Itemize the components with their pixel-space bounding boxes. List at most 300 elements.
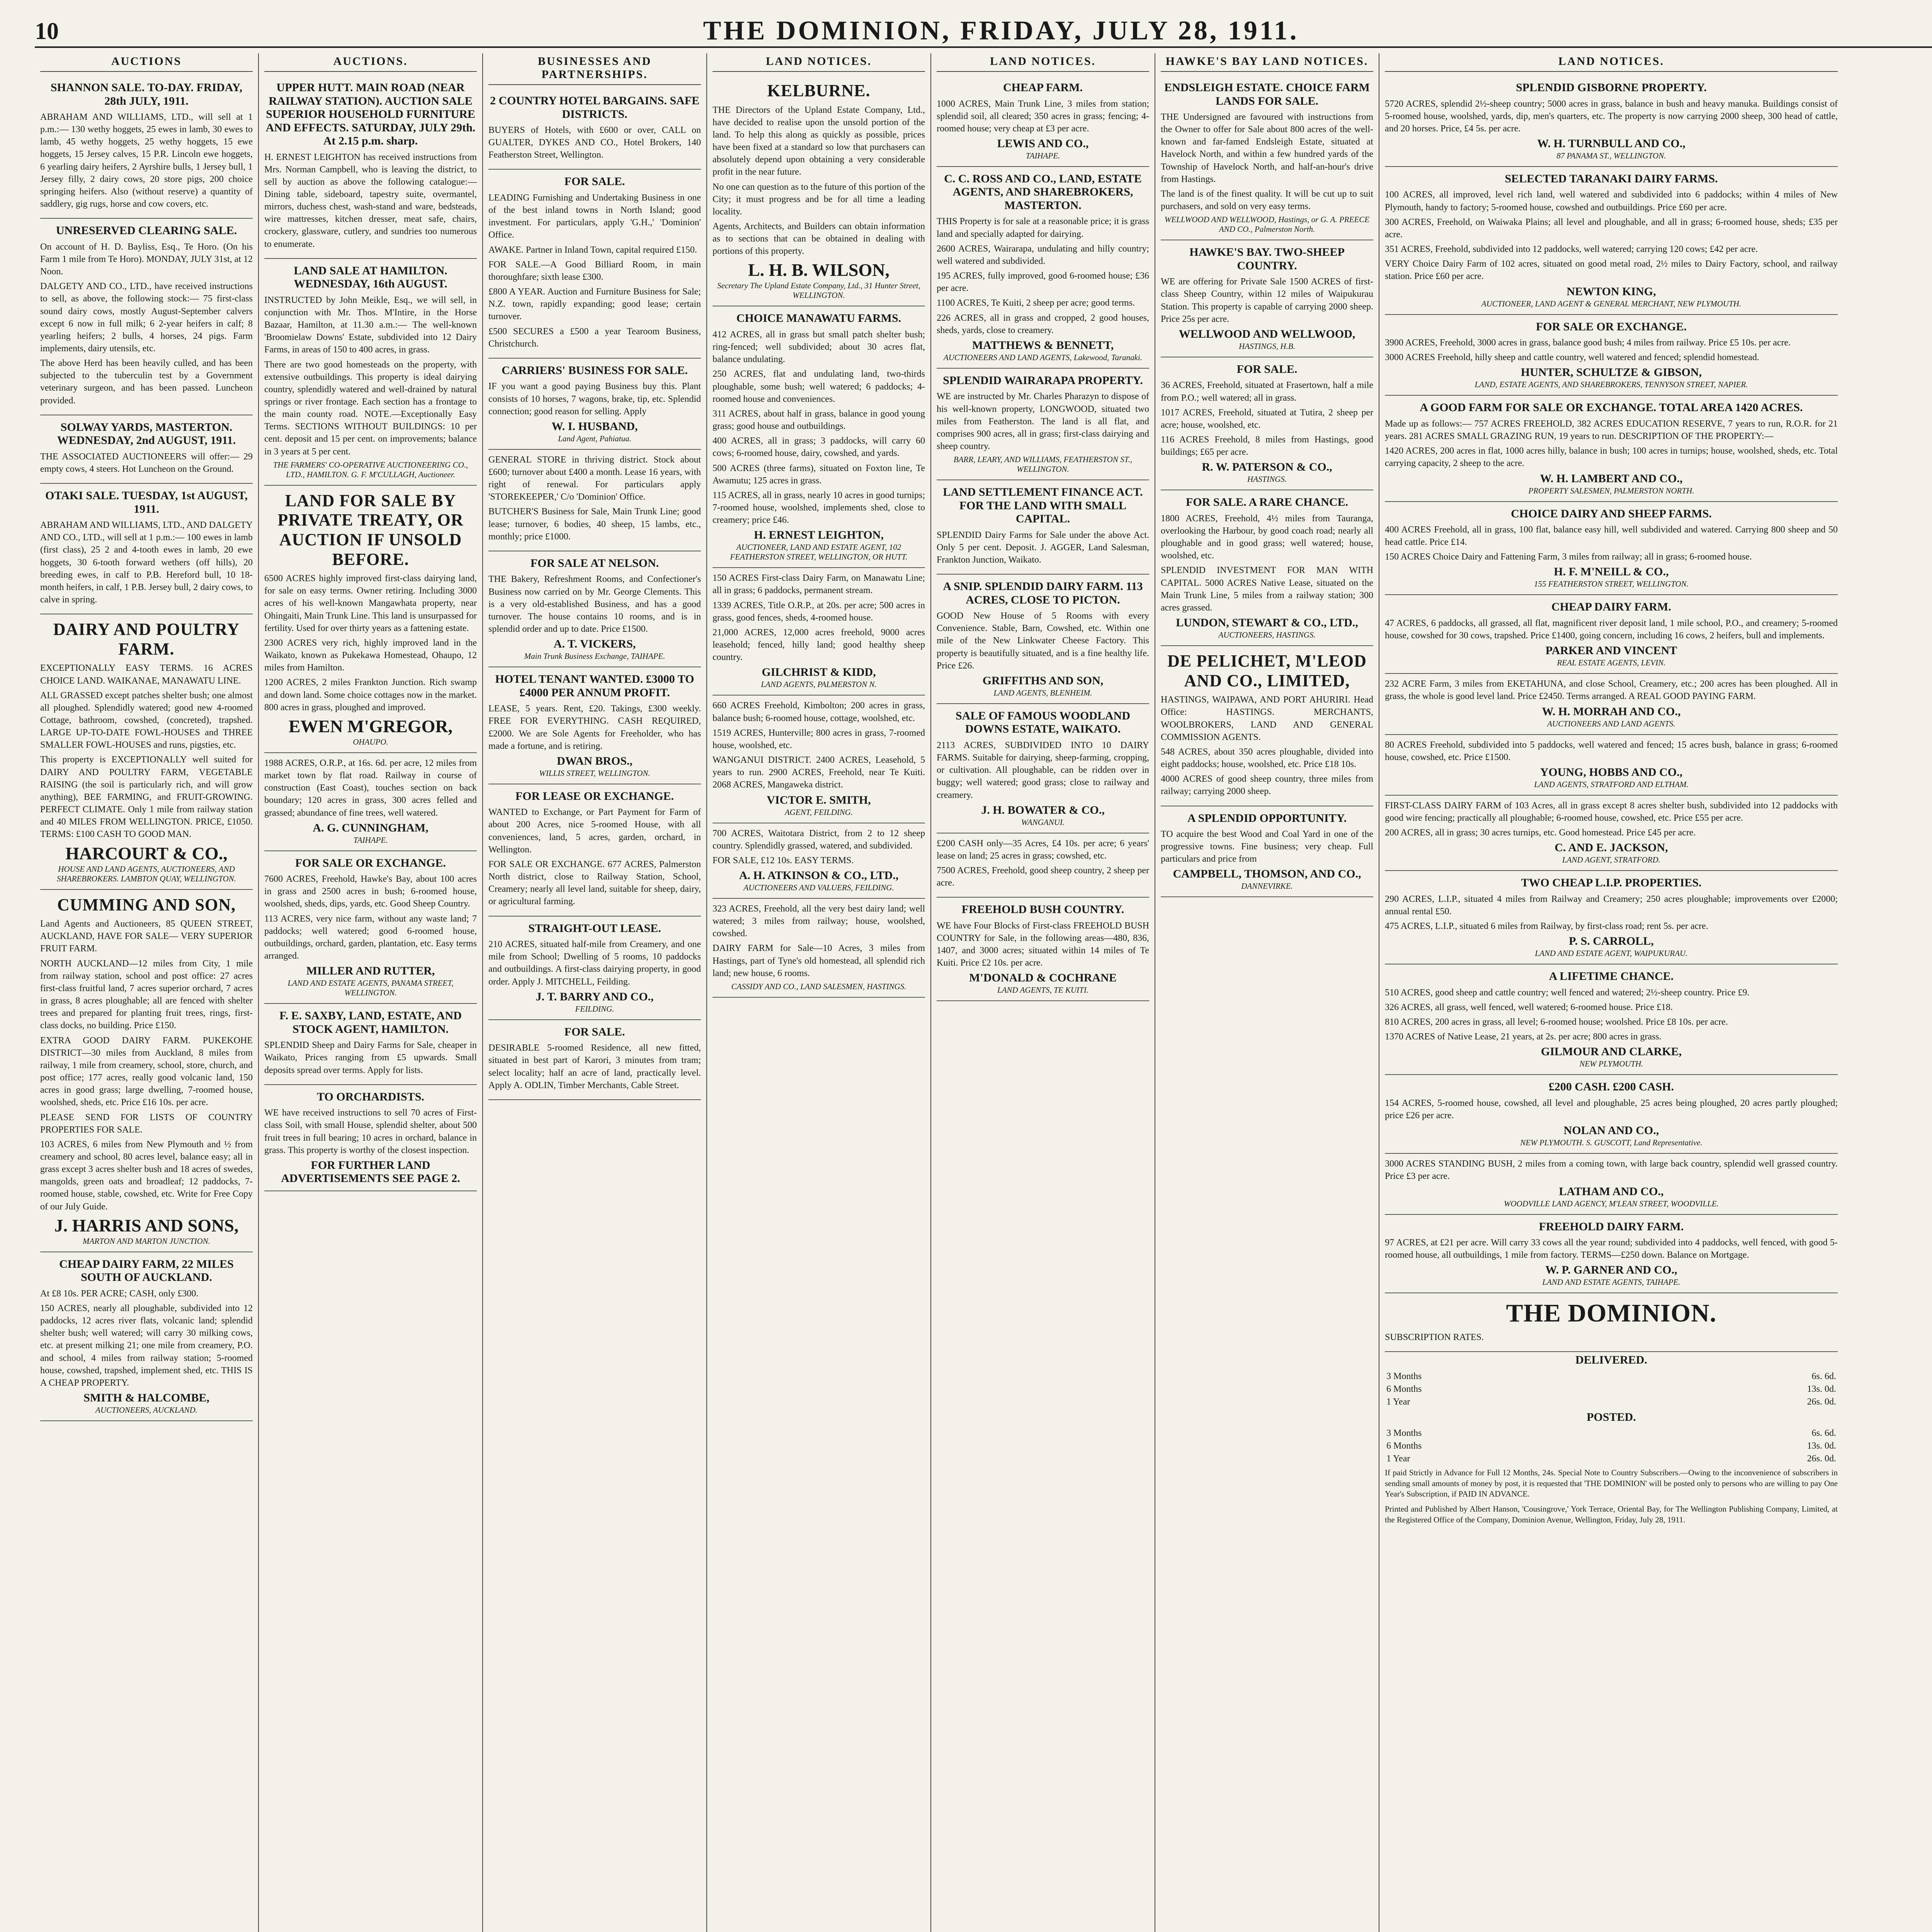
ad-body: BUYERS of Hotels, with £600 or over, CALL on GUALTER, DYKES AND CO., Hotel Brokers, 140 Featherston Street, Wellington. <box>488 125 701 160</box>
ad-body: 548 ACRES, about 350 acres ploughable, divided into eight paddocks; house, woolshed, etc. Price £18 10s. <box>1161 747 1373 770</box>
advertisement <box>937 369 1149 480</box>
ad-body: 100 ACRES, all improved, level rich land, well watered and subdivided into 6 paddocks; within 4 miles of New Plymouth, handy to factory; 5-roomed house, cowshed and outbuildings. Price £60 per acre. <box>1385 190 1838 213</box>
advertisement <box>488 1020 701 1100</box>
printer-imprint: Printed and Published by Albert Hanson, 'Cousingrove,' York Terrace, Oriental Bay, for The Wellington Publishing Company, Limited, at the Registered Office of the Company, Dominion Avenue, Wellington, Friday, July 28, 1911. <box>1385 1504 1838 1524</box>
ad-title: SELECTED TARANAKI DAIRY FARMS. <box>1505 172 1718 185</box>
ad-body: Land Agents and Auctioneers, 85 QUEEN STREET, AUCKLAND, HAVE FOR SALE— VERY SUPERIOR FRUIT FARM. <box>40 919 253 954</box>
ad-address: LAND AGENTS, STRATFORD AND ELTHAM. <box>1534 779 1689 789</box>
ad-body: 351 ACRES, Freehold, subdivided into 12 paddocks, well watered; carrying 120 cows; £42 per acre. <box>1385 244 1758 255</box>
ad-body: The above Herd has been heavily culled, and has been subjected to the tuberculin test by a Government veterinary surgeon, and has been passed. Luncheon provided. <box>40 358 253 406</box>
ad-address: 155 FEATHERSTON STREET, WELLINGTON. <box>1534 579 1689 589</box>
subscription-posted-heading: POSTED. <box>1587 1410 1636 1423</box>
advertisement <box>264 259 477 486</box>
ad-body: 7600 ACRES, Freehold, Hawke's Bay, about 100 acres in grass and 2500 acres in bush; 6-roomed house, woolshed, sheds, dips, yards, etc. Good Sheep Country. <box>264 874 477 909</box>
ad-body: 510 ACRES, good sheep and cattle country; well fenced and watered; 2½-sheep country. Price £9. <box>1385 987 1750 998</box>
ad-body: 475 ACRES, L.I.P., situated 6 miles from Railway, by first-class road; rent 5s. per acre. <box>1385 921 1708 932</box>
ad-title: CHOICE MANAWATU FARMS. <box>736 312 901 325</box>
rate-row <box>1385 1370 1838 1383</box>
advertisement <box>488 450 701 551</box>
ad-title: FOR LEASE OR EXCHANGE. <box>515 789 674 803</box>
advertisement <box>1161 806 1373 898</box>
rate-price: 6s. 6d. <box>1811 1371 1836 1381</box>
advertisement <box>264 1004 477 1085</box>
advertisement <box>40 890 253 1252</box>
ad-address: LAND AND ESTATE AGENT, WAIPUKURAU. <box>1535 949 1688 958</box>
advertisement <box>264 851 477 1004</box>
ad-address: BARR, LEARY, AND WILLIAMS, FEATHERSTON ST., WELLINGTON. <box>953 455 1133 474</box>
ad-advertiser: YOUNG, HOBBS AND CO., <box>1540 765 1683 779</box>
ad-body: SUBSCRIPTION RATES. <box>1385 1332 1484 1343</box>
ad-title: FOR SALE OR EXCHANGE. <box>295 856 446 869</box>
ad-advertiser: GRIFFITHS AND SON, <box>982 674 1104 687</box>
ad-body: FOR SALE OR EXCHANGE. 677 ACRES, Palmerston North district, close to Railway Station, School, Creamery; nearly all level land, suitable for sheep, dairy, or agricultural farming. <box>488 859 701 907</box>
rate-row <box>1385 1452 1838 1465</box>
ad-advertiser: PARKER AND VINCENT <box>1545 644 1677 657</box>
ad-body: £800 A YEAR. Auction and Furniture Business for Sale; N.Z. town, rapidly expanding; good lease; certain turnover. <box>488 287 701 322</box>
rate-price: 26s. 0d. <box>1807 1396 1836 1407</box>
ad-body: SPLENDID Sheep and Dairy Farms for Sale, cheaper in Waikato, Prices ranging from £5 upwards. Small deposits spread over terms. Apply for lists. <box>264 1040 477 1075</box>
ad-title: CHOICE DAIRY AND SHEEP FARMS. <box>1511 507 1712 520</box>
ad-body: 1420 ACRES, 200 acres in flat, 1000 acres hilly, balance in bush; 100 acres in turnips; house, woolshed, sheds, etc. Total carrying capacity, 2 sheep to the acre. <box>1385 446 1838 469</box>
ad-title: £200 CASH. £200 CASH. <box>1548 1080 1674 1094</box>
masthead <box>35 15 1932 48</box>
ad-body: 7500 ACRES, Freehold, good sheep country, 2 sheep per acre. <box>937 866 1149 888</box>
ad-address: AUCTIONEERS AND LAND AGENTS. <box>1547 719 1675 728</box>
column-7 <box>1379 53 1843 1932</box>
advertisement <box>488 89 701 170</box>
ad-title: CHEAP FARM. <box>1003 81 1083 94</box>
ad-body: 5720 ACRES, splendid 2½-sheep country; 5000 acres in grass, balance in bush and heavy manuka. Buildings consist of 5-roomed house, woolshed, yards, dip, men's quarters, etc. The property is now carrying 2000 sheep, 300 head of cattle, and 20 horses. Price, £4 5s. per acre. <box>1385 99 1838 134</box>
advertisement <box>937 833 1149 898</box>
ad-body: NORTH AUCKLAND—12 miles from City, 1 mile from railway station, school and post office: 27 acres first-class fruitful land, 7 acres superior orchard, 7 acres in grass, 8 acres ploughable; all are fenced with shelter trees and prepared for planting fruit trees, rings, first-class docks, no building. Price £150. <box>40 958 253 1031</box>
advertisement <box>937 167 1149 369</box>
ad-address: HASTINGS, H.B. <box>1239 341 1295 351</box>
ad-body: 226 ACRES, all in grass and cropped, 2 good houses, sheds, yards, close to creamery. <box>937 313 1149 335</box>
ad-body: 810 ACRES, 200 acres in grass, all level; 6-roomed house; woolshed. Price £8 10s. per acre. <box>1385 1017 1728 1027</box>
ad-address: LAND AND ESTATE AGENTS, TAIHAPE. <box>1542 1277 1680 1287</box>
ad-address: WANGANUI. <box>1021 817 1065 827</box>
ad-address: NEW PLYMOUTH. <box>1579 1059 1643 1069</box>
ad-address: AUCTIONEER, LAND AGENT & GENERAL MERCHANT, NEW PLYMOUTH. <box>1481 299 1742 308</box>
ad-title: UNRESERVED CLEARING SALE. <box>56 224 237 237</box>
advertisement <box>40 415 253 484</box>
ad-address: AGENT, FEILDING. <box>784 807 853 817</box>
ad-address: LAND, ESTATE AGENTS, AND SHAREBROKERS, TENNYSON STREET, NAPIER. <box>1475 380 1748 389</box>
ad-advertiser: W. I. HUSBAND, <box>551 420 638 433</box>
ad-body: £200 CASH only—35 Acres, £4 10s. per acre; 6 years' lease on land; 25 acres in grass; cowshed, etc. <box>937 838 1149 861</box>
advertisement <box>1385 735 1838 796</box>
advertisement <box>1385 1293 1838 1352</box>
ad-address: AUCTIONEERS, HASTINGS. <box>1218 630 1316 640</box>
ad-body: TO acquire the best Wood and Coal Yard in one of the progressive towns. Fine business; very cheap. Full particulars and price from <box>1161 829 1373 864</box>
ad-body: 1339 ACRES, Title O.R.P., at 20s. per acre; 500 acres in grass, good fences, sheds, 4-roomed house. <box>713 600 925 623</box>
rate-row <box>1385 1427 1838 1440</box>
advertisement <box>488 784 701 917</box>
rate-period: 6 Months <box>1386 1441 1422 1451</box>
rate-period: 6 Months <box>1386 1384 1422 1394</box>
column-4 <box>707 53 931 1932</box>
ad-body: ABRAHAM AND WILLIAMS, LTD., will sell at 1 p.m.:— 130 wethy hoggets, 25 ewes in lamb, 30 ewes to lamb, 45 wethy hoggets, 25 wethy hoggets, 15 ewe hoggets, 15 Jersey calves, 15 P.R. Lincoln ewe hoggets, 6 yearling dairy heifers, 2 Ayrshire bulls, 1 Jersey bull, 1 Jersey filly, 2 dairy cows, 20 store pigs, 200 choice springing heifers. Also (without reserve) a quantity of saddlery, gig rugs, horse and cow covers, etc. <box>40 112 253 209</box>
ad-title: SALE OF FAMOUS WOODLAND DOWNS ESTATE, WAIKATO. <box>956 709 1130 736</box>
ad-advertiser: A. H. ATKINSON & CO., LTD., <box>739 869 899 882</box>
ad-title: FOR SALE. A RARE CHANCE. <box>1185 496 1349 509</box>
rate-price: 6s. 6d. <box>1811 1428 1836 1439</box>
ad-address: FEILDING. <box>575 1004 614 1014</box>
advertisement <box>40 76 253 219</box>
ad-advertiser: M'DONALD & COCHRANE <box>969 971 1117 985</box>
ad-body: 2600 ACRES, Wairarapa, undulating and hilly country; well watered and subdivided. <box>937 243 1149 266</box>
advertisement <box>488 359 701 450</box>
ad-body: 660 ACRES Freehold, Kimbolton; 200 acres in grass, balance bush; 6-roomed house, cottage, woolshed, etc. <box>713 701 925 723</box>
ad-title: A GOOD FARM FOR SALE OR EXCHANGE. TOTAL AREA 1420 ACRES. <box>1420 401 1803 414</box>
ad-address: TAIHAPE. <box>353 835 388 845</box>
ad-advertiser: J. T. BARRY AND CO., <box>536 990 654 1003</box>
ad-body: 36 ACRES, Freehold, situated at Frasertown, half a mile from P.O.; well watered; all in grass. <box>1161 380 1373 403</box>
ad-body: GENERAL STORE in thriving district. Stock about £600; turnover about £400 a month. Lease 16 years, with right of renewal. For particulars apply 'STOREKEEPER,' C/o 'Dominion' Office. <box>488 454 701 502</box>
ad-body: VERY Choice Dairy Farm of 102 acres, situated on good metal road, 2½ miles to Dairy Factory, school, and railway station. Price £60 per acre. <box>1385 259 1838 282</box>
rate-period: 3 Months <box>1386 1371 1422 1381</box>
advertisement <box>264 753 477 851</box>
ad-body: The land is of the finest quality. It will be cut up to suit purchasers, and sold on very easy terms. <box>1161 189 1373 212</box>
ad-title: TO ORCHARDISTS. <box>317 1090 424 1103</box>
ad-body: PLEASE SEND FOR LISTS OF COUNTRY PROPERTIES FOR SALE. <box>40 1112 253 1135</box>
advertisement <box>937 76 1149 167</box>
ad-body: EXTRA GOOD DAIRY FARM. PUKEKOHE DISTRICT—30 miles from Auckland, 8 miles from railway, 1 mile from creamery, school, store, church, and post office; 177 acres, really good volcanic land, 150 acres in good grass; large dwelling, 7-roomed house, woolshed, sheds, etc. Price £16 10s. per acre. <box>40 1035 253 1108</box>
ad-address: AUCTIONEER, LAND AND ESTATE AGENT, 102 FEATHERSTON STREET, WELLINGTON, OR HUTT. <box>730 543 908 562</box>
rate-period: 1 Year <box>1386 1396 1410 1407</box>
ad-advertiser: MATTHEWS & BENNETT, <box>972 338 1114 352</box>
ad-body: At £8 10s. PER ACRE; CASH, only £300. <box>40 1288 199 1299</box>
advertisement <box>1385 1154 1838 1214</box>
ad-title: A SPLENDID OPPORTUNITY. <box>1187 811 1347 825</box>
column-heading: AUCTIONS. <box>264 53 477 72</box>
ad-body: 1200 ACRES, 2 miles Frankton Junction. Rich swamp and down land. Some choice cottages now in the market. 800 acres in grass, ploughed and improved. <box>264 677 477 713</box>
advertisement <box>1161 76 1373 240</box>
ad-body: This property is EXCEPTIONALLY well suited for DAIRY AND POULTRY FARM, VEGETABLE RAISING (the soil is particularly rich, and will grow anything), BEE FARMING, and FRUIT-GROWING. PERFECT CLIMATE. Only 1 mile from railway station and 40 MILES FROM WELLINGTON. PRICE, £1050. TERMS: £100 CASH TO GOOD MAN. <box>40 755 253 840</box>
rate-price: 26s. 0d. <box>1807 1454 1836 1464</box>
subscription-delivered-heading: DELIVERED. <box>1575 1354 1647 1367</box>
ad-body: WE have Four Blocks of First-class FREEHOLD BUSH COUNTRY for Sale, in the following areas—480, 836, 1407, and 3000 acres; situated within 14 miles of Te Kuiti. Price £2 10s. per acre. <box>937 920 1149 968</box>
ad-title: A SNIP. SPLENDID DAIRY FARM. 113 ACRES, CLOSE TO PICTON. <box>943 580 1143 606</box>
ad-body: WE are instructed by Mr. Charles Pharazyn to dispose of his well-known property, LONGWOOD, situated two miles from Featherston. The land is all flat, and comprises 900 acres, all in grass; first-class dairying and sheep country. <box>937 391 1149 451</box>
ad-title: CHEAP DAIRY FARM. <box>1551 600 1671 614</box>
ad-body: 150 ACRES Choice Dairy and Fattening Farm, 3 miles from railway; all in grass; 6-roomed house. <box>1385 552 1752 562</box>
advertisement <box>713 76 925 306</box>
rate-row <box>1385 1440 1838 1452</box>
ad-body: SPLENDID Dairy Farms for Sale under the above Act. Only 5 per cent. Deposit. J. AGGER, Land Salesman, Frankton Junction, Waikato. <box>937 530 1149 565</box>
ad-title: CHEAP DAIRY FARM, 22 MILES SOUTH OF AUCKLAND. <box>59 1257 234 1284</box>
ad-title: FOR SALE. <box>1236 362 1298 376</box>
ad-title: LAND SETTLEMENT FINANCE ACT. FOR THE LAND WITH SMALL CAPITAL. <box>943 486 1143 526</box>
advertisement <box>488 667 701 784</box>
ad-advertiser: DWAN BROS., <box>557 754 633 767</box>
ad-body: DALGETY AND CO., LTD., have received instructions to sell, as above, the following stock:— 75 first-class sound dairy cows, mostly August-September calvers except 6 now in full milk; 6 2-year heifers in calf; 8 yearling heifers; 2 bulls, 4 horses, 24 pigs. Farm implements, dairy utensils, etc. <box>40 281 253 354</box>
ad-body: BUTCHER'S Business for Sale, Main Trunk Line; good lease; turnover, 6 bodies, 40 sheep, 15 lambs, etc., monthly; price £1000. <box>488 507 701 542</box>
advertisement <box>40 484 253 614</box>
ad-body: 195 ACRES, fully improved, good 6-roomed house; £36 per acre. <box>937 271 1149 294</box>
ad-body: 150 ACRES, nearly all ploughable, subdivided into 12 paddocks, 12 acres river flats, volcanic land; splendid shelter bush; well watered; will carry 30 milking cows, etc. at present milking 21; one mile from creamery, P.O. and school, 4 miles from railway station; 5-roomed house, cowshed, trapshed, implement shed, etc. THIS IS A CHEAP PROPERTY. <box>40 1303 253 1388</box>
advertisement <box>1385 76 1838 167</box>
ad-advertiser: NEWTON KING, <box>1566 285 1656 298</box>
ad-body: 500 ACRES (three farms), situated on Foxton line, Te Awamutu; 125 acres in grass. <box>713 463 925 486</box>
ad-body: WE are offering for Private Sale 1500 ACRES of first-class Sheep Country, within 12 miles of Waipukurau Station. This property is capable of carrying 2000 sheep. Price 25s per acre. <box>1161 277 1373 324</box>
advertisement <box>40 1252 253 1421</box>
ad-body: 412 ACRES, all in grass but small patch shelter bush; ring-fenced; well subdivided; about 30 acres flat, balance undulating. <box>713 329 925 365</box>
ad-body: 21,000 ACRES, 12,000 acres freehold, 9000 acres leasehold; fenced, hilly land; good healthy sheep country. <box>713 627 925 663</box>
ad-body: 1017 ACRES, Freehold, situated at Tutira, 2 sheep per acre; house, woolshed, etc. <box>1161 407 1373 430</box>
ad-title: HAWKE'S BAY. TWO-SHEEP COUNTRY. <box>1189 246 1345 272</box>
ad-address: OHAUPO. <box>353 737 388 747</box>
ad-address: DANNEVIRKE. <box>1241 881 1293 891</box>
advertisement <box>1385 167 1838 315</box>
advertisement <box>937 704 1149 833</box>
ad-address: MARTON AND MARTON JUNCTION. <box>82 1236 211 1246</box>
ad-title: CARRIERS' BUSINESS FOR SALE. <box>502 364 688 377</box>
ad-body: 1800 ACRES, Freehold, 4½ miles from Tauranga, overlooking the Harbour, by good coach road; nearly all ploughable and in good grass; well watered; house, woolshed, etc. <box>1161 513 1373 561</box>
ad-advertiser: FOR FURTHER LAND ADVERTISEMENTS SEE PAGE 2. <box>281 1158 460 1185</box>
advertisement <box>40 219 253 415</box>
advertisement <box>1385 674 1838 735</box>
advertisement <box>713 568 925 696</box>
ad-advertiser: W. P. GARNER AND CO., <box>1545 1264 1677 1277</box>
rate-period: 1 Year <box>1386 1454 1410 1464</box>
ad-advertiser: P. S. CARROLL, <box>1569 935 1654 948</box>
ad-body: 115 ACRES, all in grass, nearly 10 acres in good turnips; 7-roomed house, woolshed, implements shed, close to creamery; price £46. <box>713 490 925 526</box>
ad-body: £500 SECURES a £500 a year Tearoom Business, Christchurch. <box>488 326 701 349</box>
ad-title: SHANNON SALE. TO-DAY. FRIDAY, 28th JULY, 1911. <box>50 81 243 107</box>
ad-title: F. E. SAXBY, LAND, ESTATE, AND STOCK AGENT, HAMILTON. <box>279 1009 462 1036</box>
ad-body: FOR SALE.—A Good Billiard Room, in main thoroughfare; sixth lease £300. <box>488 259 701 282</box>
ad-address: LAND AGENTS, TE KUITI. <box>997 985 1088 995</box>
ad-body: WE have received instructions to sell 70 acres of First-class Soil, with small House, splendid shelter, about 500 fruit trees in full bearing; 10 acres in orchard, balance in grass. This property is worthy of the closest inspection. <box>264 1108 477 1155</box>
rate-price: 13s. 0d. <box>1807 1384 1836 1394</box>
ad-body: 4000 ACRES of good sheep country, three miles from railway; carrying 2000 sheep. <box>1161 774 1373 797</box>
ad-title: UPPER HUTT. MAIN ROAD (NEAR RAILWAY STATION). AUCTION SALE SUPERIOR HOUSEHOLD FURNITURE AND EFFECTS. SATURDAY, JULY 29th. At 2.15 p.m. sharp. <box>265 81 476 147</box>
ad-title: FOR SALE. <box>564 1025 625 1038</box>
ad-body: ALL GRASSED except patches shelter bush; one almost all ploughed. Splendidly watered; good new 4-roomed Cottage, bathroom, cowshed, (concreted), trapshed. LARGE UP-TO-DATE FOWL-HOUSES and THREE SMALLER FOWL-HOUSES and runs, pigsties, etc. <box>40 690 253 750</box>
advertisement <box>488 170 701 358</box>
ad-address: WELLWOOD AND WELLWOOD, Hastings, or G. A. PREECE AND CO., Palmerston North. <box>1164 215 1370 234</box>
posted-rates-table <box>1385 1427 1838 1465</box>
ad-body: 80 ACRES Freehold, subdivided into 5 paddocks, well watered and fenced; 15 acres bush, balance in grass; 6-roomed house, cowshed, etc. Price £1500. <box>1385 740 1838 762</box>
ad-body: 250 ACRES, flat and undulating land, two-thirds ploughable, some bush; well watered; 6 paddocks; 4-roomed house and conveniences. <box>713 369 925 404</box>
ad-address: LAND AND ESTATE AGENTS, PANAMA STREET, WELLINGTON. <box>287 978 454 998</box>
ad-body: 1519 ACRES, Hunterville; 800 acres in grass, 7-roomed house, woolshed, etc. <box>713 728 925 750</box>
ad-body: LEADING Furnishing and Undertaking Business in one of the best inland towns in North Island; good investment. For particulars, apply 'G.H.,' 'Dominion' Office. <box>488 192 701 240</box>
ad-advertiser: A. G. CUNNINGHAM, <box>313 821 429 834</box>
ad-title: THE DOMINION. <box>1506 1299 1717 1328</box>
ad-body: 2300 ACRES very rich, highly improved land in the Waikato, known as Pukekawa Homestead, Ohaupo, 12 miles from Hamilton. <box>264 638 477 673</box>
ad-body: THE Undersigned are favoured with instructions from the Owner to offer for Sale about 800 acres of the well-known and far-famed Endsleigh Estate, situated at Havelock North, and within a few hundred yards of the Township of Havelock North, and half-an-hour's drive from Hastings. <box>1161 112 1373 184</box>
ad-body: 210 ACRES, situated half-mile from Creamery, and one mile from School; Dwelling of 5 rooms, 10 paddocks and outbuildings. A first-class dairying property, in good order. Apply J. MITCHELL, Feilding. <box>488 939 701 987</box>
ad-address: PROPERTY SALESMEN, PALMERSTON NORTH. <box>1528 486 1694 495</box>
advertisement <box>1385 502 1838 595</box>
advertisement <box>937 575 1149 704</box>
ad-address: LAND AGENTS, BLENHEIM. <box>993 688 1092 697</box>
ad-title: TWO CHEAP L.I.P. PROPERTIES. <box>1521 876 1702 889</box>
ad-address: LAND AGENTS, PALMERSTON N. <box>761 680 877 689</box>
ad-title: A LIFETIME CHANCE. <box>1549 970 1674 983</box>
advertisement <box>488 917 701 1020</box>
ad-body: THIS Property is for sale at a reasonable price; it is grass land and specially adapted for dairying. <box>937 216 1149 239</box>
column-heading: LAND NOTICES. <box>937 53 1149 72</box>
ad-body: 400 ACRES, all in grass; 3 paddocks, will carry 60 cows; 6-roomed house, dairy, cowshed, and yards. <box>713 436 925 459</box>
ad-body: Agents, Architects, and Builders can obtain information as to sections that can be obtained in dealing with portions of this property. <box>713 221 925 257</box>
ad-title: LAND FOR SALE BY PRIVATE TREATY, OR AUCTION IF UNSOLD BEFORE. <box>277 491 464 569</box>
ad-advertiser: C. AND E. JACKSON, <box>1554 841 1668 854</box>
ad-body: 3000 ACRES STANDING BUSH, 2 miles from a coming town, with large back country, splendid well grassed country. Price £3 per acre. <box>1385 1159 1838 1182</box>
advertisement <box>713 696 925 823</box>
advertisement <box>937 898 1149 1001</box>
subscription-box <box>1385 1354 1838 1525</box>
ad-title: SPLENDID WAIRARAPA PROPERTY. <box>943 374 1143 387</box>
paper-title: THE DOMINION, FRIDAY, JULY 28, 1911. <box>703 16 1299 46</box>
ad-body: INSTRUCTED by John Meikle, Esq., we will sell, in conjunction with Mr. Thos. M'Intire, in the Horse Bazaar, Hamilton, at 11.30 a.m.:— The well-known 'Broomielaw Downs' Estate, subdivided into 12 Dairy Farms, in areas of 150 to 400 acres, in grass. <box>264 295 477 355</box>
ad-body: AWAKE. Partner in Inland Town, capital required £150. <box>488 245 697 255</box>
advertisement <box>1385 871 1838 964</box>
ad-address: HASTINGS. <box>1247 474 1287 484</box>
ad-body: ABRAHAM AND WILLIAMS, LTD., AND DALGETY AND CO., LTD., will sell at 1 p.m.:— 100 ewes in lamb (first class), 25 2 and 4-tooth ewes in lamb, 20 ewe hoggets, 30 6-tooth forward wethers (off hills), 20 breeding ewes, in calf to P.B. Hereford bull, 10 18-month heifers, in calf, 1 P.B. Jersey bull, 2 dairy cows, to calve in spring. <box>40 520 253 605</box>
ad-title: LAND SALE AT HAMILTON. WEDNESDAY, 16th AUGUST. <box>294 264 447 291</box>
advertisement <box>713 306 925 568</box>
ad-advertiser: R. W. PATERSON & CO., <box>1202 461 1332 474</box>
ad-advertiser: L. H. B. WILSON, <box>748 260 889 280</box>
ad-address: 87 PANAMA ST., WELLINGTON. <box>1556 151 1666 160</box>
ad-title: OTAKI SALE. TUESDAY, 1st AUGUST, 1911. <box>45 489 248 515</box>
ad-body: LEASE, 5 years. Rent, £20. Takings, £300 weekly. FREE FOR EVERYTHING. CASH REQUIRED, £2000. We are Sole Agents for Freeholder, who has made a fortune, and is retiring. <box>488 704 701 751</box>
column-heading: LAND NOTICES. <box>1385 53 1838 72</box>
column-6 <box>1155 53 1379 1932</box>
ad-title: DAIRY AND POULTRY FARM. <box>53 620 240 658</box>
advertisement <box>1385 1215 1838 1294</box>
ad-body: 700 ACRES, Waitotara District, from 2 to 12 sheep country. Splendidly grassed, watered, and subdivided. <box>713 828 925 851</box>
column-5 <box>931 53 1155 1932</box>
ad-body: No one can question as to the future of this portion of the City; it must progress and be for all time a leading locality. <box>713 182 925 217</box>
ad-advertiser: LUNDON, STEWART & CO., LTD., <box>1176 616 1358 629</box>
column-2 <box>259 53 483 1932</box>
ad-title: FOR SALE AT NELSON. <box>530 556 659 570</box>
ad-body: 2113 ACRES, SUBDIVIDED INTO 10 DAIRY FARMS. Suitable for dairying, sheep-farming, cropping, or cultivation. All ploughable, can be ridden over in buggy; well watered; good grass; close to railway and creamery. <box>937 740 1149 800</box>
ad-body: There are two good homesteads on the property, with extensive outbuildings. This property is ideal dairying country, splendidly watered and well-drained by natural springs or river frontage. Each section has a frontage to the main county road. NOTE.—Exceptionally Easy Terms. SECTIONS WITHOUT BUILDINGS: 10 per cent. deposit and 15 per cent. on improvements; balance in 3 years at 5 per cent. <box>264 359 477 457</box>
ad-advertiser: EWEN M'GREGOR, <box>288 716 453 736</box>
ad-address: HOUSE AND LAND AGENTS, AUCTIONEERS, AND SHAREBROKERS. LAMBTON QUAY, WELLINGTON. <box>57 864 236 883</box>
ad-address: AUCTIONEERS, AUCKLAND. <box>95 1405 197 1415</box>
ad-body: 154 ACRES, 5-roomed house, cowshed, all level and ploughable, 25 acres being ploughed, 20 acres partly ploughed; price £26 per acre. <box>1385 1098 1838 1121</box>
ad-advertiser: MILLER AND RUTTER, <box>306 964 435 978</box>
ad-address: Land Agent, Pahiatua. <box>558 434 631 443</box>
advertisement <box>1385 796 1838 871</box>
ad-address: THE FARMERS' CO-OPERATIVE AUCTIONEERING CO., LTD., HAMILTON. G. F. M'CULLAGH, Auctioneer. <box>273 460 468 479</box>
ad-address: WILLIS STREET, WELLINGTON. <box>539 768 650 778</box>
advertisement <box>40 614 253 889</box>
ad-title: HOTEL TENANT WANTED. £3000 TO £4000 PER ANNUM PROFIT. <box>495 673 694 699</box>
ad-title: KELBURNE. <box>767 81 871 100</box>
ad-address: WOODVILLE LAND AGENCY, M'LEAN STREET, WOODVILLE. <box>1504 1199 1719 1208</box>
rate-price: 13s. 0d. <box>1807 1441 1836 1451</box>
ad-body: 97 ACRES, at £21 per acre. Will carry 33 cows all the year round; subdivided into 4 paddocks, well fenced, with good 5-roomed house, all outbuildings, 1 mile from factory. TERMS—£250 down. Balance on Mortgage. <box>1385 1238 1838 1260</box>
ad-advertiser: HARCOURT & CO., <box>65 843 228 863</box>
ad-body: DESIRABLE 5-roomed Residence, all new fitted, situated in best part of Karori, 3 minutes from tram; select locality; half an acre of land, practically level. Apply A. ODLIN, Timber Merchants, Cable Street. <box>488 1043 701 1090</box>
ad-body: 47 ACRES, 6 paddocks, all grassed, all flat, magnificent river deposit land, 1 mile school, P.O., and creamery; 5-roomed house, cowshed for 30 cows, trapshed. Price £1400, going concern, including 16 cows, 2 heifers, bull and implements. <box>1385 618 1838 641</box>
advertisement <box>713 823 925 899</box>
ad-body: SPLENDID INVESTMENT FOR MAN WITH CAPITAL. 5000 ACRES Native Lease, situated on the Main Trunk Line, 5 miles from a railway station; 300 acres grassed. <box>1161 565 1373 613</box>
column-heading: LAND NOTICES. <box>713 53 925 72</box>
ad-title: SPLENDID GISBORNE PROPERTY. <box>1516 81 1707 94</box>
ad-advertiser: J. HARRIS AND SONS, <box>54 1215 239 1235</box>
ad-body: On account of H. D. Bayliss, Esq., Te Horo. (On his Farm 1 mile from Te Horo). MONDAY, JULY 31st, at 12 Noon. <box>40 242 253 277</box>
ad-body: 1988 ACRES, O.R.P., at 16s. 6d. per acre, 12 miles from market town by flat road. Railway in course of construction (East Coast), touches section on back boundary; 120 acres in grass, 300 acres felled and grassed; abundance of fine trees, well watered. <box>264 758 477 818</box>
ad-advertiser: LATHAM AND CO., <box>1559 1185 1664 1198</box>
advertisement <box>1385 1075 1838 1154</box>
ad-body: 232 ACRE Farm, 3 miles from EKETAHUNA, and close School, Creamery, etc.; 200 acres has been ploughed. All in grass, the whole is good level land. Price £2450. Terms arranged. A REAL GOOD PAYING FARM. <box>1385 679 1838 702</box>
ad-advertiser: SMITH & HALCOMBE, <box>83 1391 209 1404</box>
ad-body: WANGANUI DISTRICT. 2400 ACRES, Leasehold, 5 years to run. 2900 ACRES, Freehold, near Te Kuiti. 2068 ACRES, Mangaweka district. <box>713 755 925 790</box>
ad-body: 300 ACRES, Freehold, on Waiwaka Plains; all level and ploughable, and all in grass; 6-roomed house, sheds; £35 per acre. <box>1385 217 1838 240</box>
ad-title: SOLWAY YARDS, MASTERTON. WEDNESDAY, 2nd AUGUST, 1911. <box>57 420 236 447</box>
ad-body: WANTED to Exchange, or Part Payment for Farm of about 200 Acres, nice 5-roomed House, with all conveniences, land, 5 acres, garden, orchard, in Wellington. <box>488 807 701 855</box>
ad-address: AUCTIONEERS AND VALUERS, FEILDING. <box>743 883 894 892</box>
ad-advertiser: WELLWOOD AND WELLWOOD, <box>1179 327 1355 340</box>
advertisement <box>1161 490 1373 646</box>
advertisement <box>1385 964 1838 1075</box>
ad-body: 326 ACRES, all grass, well fenced, well watered; 6-roomed house. Price £18. <box>1385 1002 1673 1012</box>
ad-advertiser: W. H. MORRAH AND CO., <box>1542 705 1681 718</box>
ad-body: 103 ACRES, 6 miles from New Plymouth and ½ from creamery and school, 80 acres level, balance easy; all in grass except 3 acres shelter bush and 18 acres of swedes, mangolds, green oats and broadleaf; 12 paddocks, 7-roomed house, stable, cowshed, etc. Write for Free Copy of our July Guide. <box>40 1139 253 1212</box>
rate-row <box>1385 1396 1838 1408</box>
ad-title: ENDSLEIGH ESTATE. CHOICE FARM LANDS FOR SALE. <box>1164 81 1370 107</box>
ad-body: 6500 ACRES highly improved first-class dairying land, for sale on easy terms. Owner retiring. Including 3000 acres of his well-known Mangawhata property, near Ohingaiti, Main Trunk Line. This land is unsurpassed for fertility. Used for over thirty years as a fattening estate. <box>264 573 477 633</box>
ad-title: FREEHOLD BUSH COUNTRY. <box>961 903 1124 916</box>
ad-body: 323 ACRES, Freehold, all the very best dairy land; well watered; 3 miles from railway; house, woolshed, cowshed. <box>713 903 925 939</box>
ad-advertiser: GILMOUR AND CLARKE, <box>1541 1045 1682 1058</box>
ad-body: 311 ACRES, about half in grass, balance in good young grass; good house and outbuildings. <box>713 408 925 432</box>
ad-title: FOR SALE OR EXCHANGE. <box>1536 320 1687 333</box>
ad-body: THE ASSOCIATED AUCTIONEERS will offer:— 29 empty cows, 4 steers. Hot Luncheon on the Ground. <box>40 451 253 474</box>
ad-body: 116 ACRES Freehold, 8 miles from Hastings, good buildings; £65 per acre. <box>1161 435 1373 457</box>
ad-body: THE Bakery, Refreshment Rooms, and Confectioner's Business now carried on by Mr. George Clements. This is a very old-established Business, and has a good turnover. The house contains 10 rooms, and is in splendid order and up to date. Price £1500. <box>488 574 701 634</box>
ad-body: 200 ACRES, all in grass; 30 acres turnips, etc. Good homestead. Price £45 per acre. <box>1385 828 1696 838</box>
ad-body: 1000 ACRES, Main Trunk Line, 3 miles from station; splendid soil, all cleared; 350 acres in grass; fencing; 4-roomed house; very cheap at £3 per acre. <box>937 99 1149 134</box>
column-heading: BUSINESSES AND PARTNERSHIPS. <box>488 53 701 85</box>
ad-title: FREEHOLD DAIRY FARM. <box>1539 1220 1684 1233</box>
ad-advertiser: GILCHRIST & KIDD, <box>762 666 876 679</box>
column-heading: HAWKE'S BAY LAND NOTICES. <box>1161 53 1373 72</box>
column-1 <box>35 53 259 1932</box>
ad-address: NEW PLYMOUTH. S. GUSCOTT, Land Representative. <box>1520 1138 1702 1148</box>
advertisement <box>1385 396 1838 502</box>
advertisement <box>1385 315 1838 396</box>
ad-address: TAIHAPE. <box>1026 151 1060 160</box>
ad-advertiser: CAMPBELL, THOMSON, AND CO., <box>1173 867 1361 881</box>
ad-advertiser: VICTOR E. SMITH, <box>767 793 871 806</box>
subscription-note: If paid Strictly in Advance for Full 12 Months, 24s. Special Note to Country Subscribers.—Owing to the inconvenience of subscribers in sending small amounts of money by post, it is requested that 'THE DOMINION' will be posted only to persons who are willing to pay One Year's Subscription, if PAID IN ADVANCE. <box>1385 1468 1838 1499</box>
ad-body: 113 ACRES, very nice farm, without any waste land; 7 paddocks; well watered; good 6-roomed house, outbuildings, orchard, garden, plantation, etc. Easy terms arranged. <box>264 913 477 961</box>
ad-address: LAND AGENT, STRATFORD. <box>1562 855 1660 865</box>
ad-advertiser: A. T. VICKERS, <box>553 638 636 651</box>
ad-body: 400 ACRES Freehold, all in grass, 100 flat, balance easy hill, well subdivided and watered. Carrying 800 sheep and 50 head cattle. Price £14. <box>1385 525 1838 548</box>
columns <box>35 53 1932 1932</box>
column-3 <box>483 53 707 1932</box>
ad-address: Secretary The Upland Estate Company, Ltd., 31 Hunter Street, WELLINGTON. <box>717 281 920 300</box>
ad-body: 1370 ACRES of Native Lease, 21 years, at 2s. per acre; 800 acres in grass. <box>1385 1032 1662 1042</box>
ad-title: FOR SALE. <box>564 175 625 188</box>
ad-advertiser: H. F. M'NEILL & CO., <box>1554 565 1669 578</box>
ad-advertiser: HUNTER, SCHULTZE & GIBSON, <box>1520 366 1702 379</box>
advertisement <box>1161 646 1373 806</box>
advertisement <box>937 480 1149 575</box>
ad-title: C. C. ROSS AND CO., LAND, ESTATE AGENTS, AND SHAREBROKERS, MASTERTON. <box>944 172 1142 212</box>
advertisement <box>264 486 477 753</box>
